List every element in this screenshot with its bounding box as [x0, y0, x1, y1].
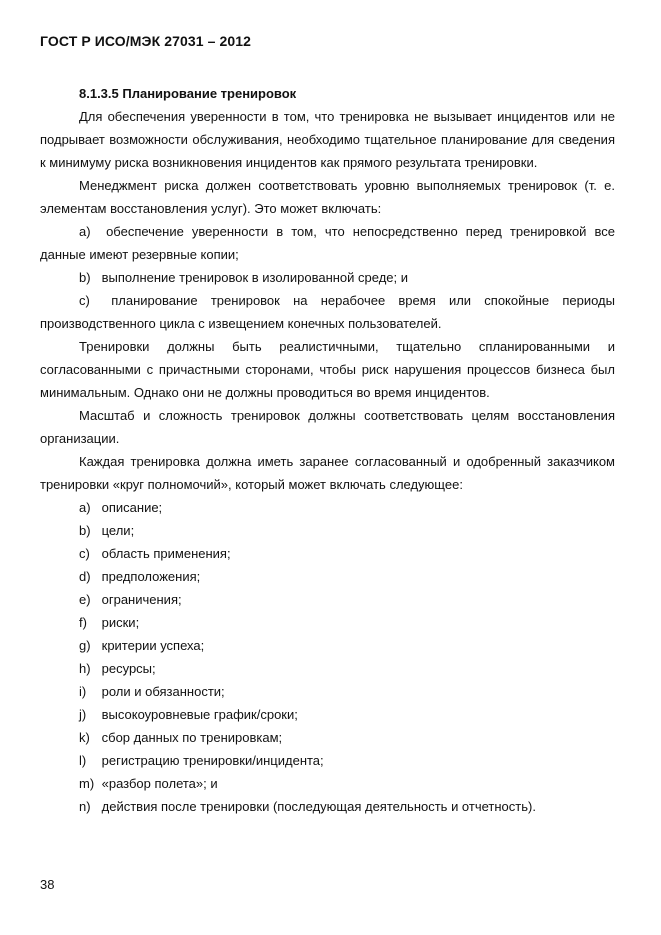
list-item: [40, 749, 615, 772]
list-item-text: «разбор полета»; и: [101, 776, 218, 791]
list-item-label: l): [79, 753, 87, 768]
page-number: 38: [40, 877, 55, 892]
list-item-text: планирование тренировок на нерабочее время или спокойные периоды производственного цикла с извещением конечных пользователей.: [40, 293, 615, 331]
list-item-label: k): [79, 730, 90, 745]
document-header: ГОСТ Р ИСО/МЭК 27031 – 2012: [40, 33, 252, 49]
list-item-text: область применения;: [101, 546, 231, 561]
list-item-text: ресурсы;: [101, 661, 156, 676]
list-item-label: c): [79, 546, 90, 561]
list-item-text: роли и обязанности;: [101, 684, 225, 699]
list-item: [40, 611, 615, 634]
paragraph: Для обеспечения уверенности в том, что тренировка не вызывает инцидентов или не подрывает возможности обслуживания, необходимо тщательное планирование для сведения к минимуму риска возникновения инцидентов как прямого результата тренировки.: [40, 109, 615, 170]
list-item-text: действия после тренировки (последующая деятельность и отчетность).: [101, 799, 536, 814]
list-item-label: d): [79, 569, 91, 584]
list-item: [40, 588, 615, 611]
list-item: [40, 680, 615, 703]
list-item: [40, 289, 615, 335]
list-item-text: описание;: [101, 500, 163, 515]
list-item: [40, 519, 615, 542]
list-item-label: a): [79, 224, 91, 239]
list-item: [40, 496, 615, 519]
list-item-label: b): [79, 523, 91, 538]
paragraph: Менеджмент риска должен соответствовать уровню выполняемых тренировок (т. е. элементам восстановления услуг). Это может включать:: [40, 178, 615, 216]
list-item: [40, 220, 615, 266]
paragraph: Масштаб и сложность тренировок должны соответствовать целям восстановления организации.: [40, 408, 615, 446]
list-item-label: e): [79, 592, 91, 607]
paragraph: Тренировки должны быть реалистичными, тщательно спланированными и согласованными с причастными сторонами, чтобы риск нарушения процессов бизнеса был минимальным. Однако они не должны проводиться во время инцидентов.: [40, 339, 615, 400]
list-item: [40, 726, 615, 749]
list-item-label: a): [79, 500, 91, 515]
list-item-text: регистрацию тренировки/инцидента;: [101, 753, 324, 768]
list-item: [40, 703, 615, 726]
list-item: [40, 542, 615, 565]
list-item-text: высокоуровневые график/сроки;: [101, 707, 298, 722]
paragraph: Каждая тренировка должна иметь заранее согласованный и одобренный заказчиком тренировки «круг полномочий», который может включать следующее:: [40, 454, 615, 492]
list-item: [40, 634, 615, 657]
list-item: [40, 266, 615, 289]
list-item-text: выполнение тренировок в изолированной среде; и: [101, 270, 409, 285]
list-item: [40, 565, 615, 588]
list-item-text: риски;: [101, 615, 140, 630]
list-item-label: b): [79, 270, 91, 285]
list-item-label: n): [79, 799, 91, 814]
list-item-label: m): [79, 776, 95, 791]
list-item-label: j): [79, 707, 87, 722]
list-item-text: предположения;: [101, 569, 201, 584]
list-item-text: критерии успеха;: [101, 638, 205, 653]
risk-list: [40, 220, 615, 335]
list-item-label: c): [79, 293, 90, 308]
list-item-text: сбор данных по тренировкам;: [101, 730, 283, 745]
list-item-label: f): [79, 615, 87, 630]
list-item-text: обеспечение уверенности в том, что непосредственно перед тренировкой все данные имеют резервные копии;: [40, 224, 615, 262]
list-item: [40, 657, 615, 680]
document-body: [40, 82, 615, 818]
terms-list: [40, 496, 615, 818]
list-item-label: i): [79, 684, 87, 699]
list-item: [40, 795, 615, 818]
list-item-label: g): [79, 638, 91, 653]
list-item: [40, 772, 615, 795]
list-item-text: цели;: [101, 523, 135, 538]
list-item-text: ограничения;: [101, 592, 182, 607]
list-item-label: h): [79, 661, 91, 676]
section-heading: 8.1.3.5 Планирование тренировок: [79, 86, 297, 101]
